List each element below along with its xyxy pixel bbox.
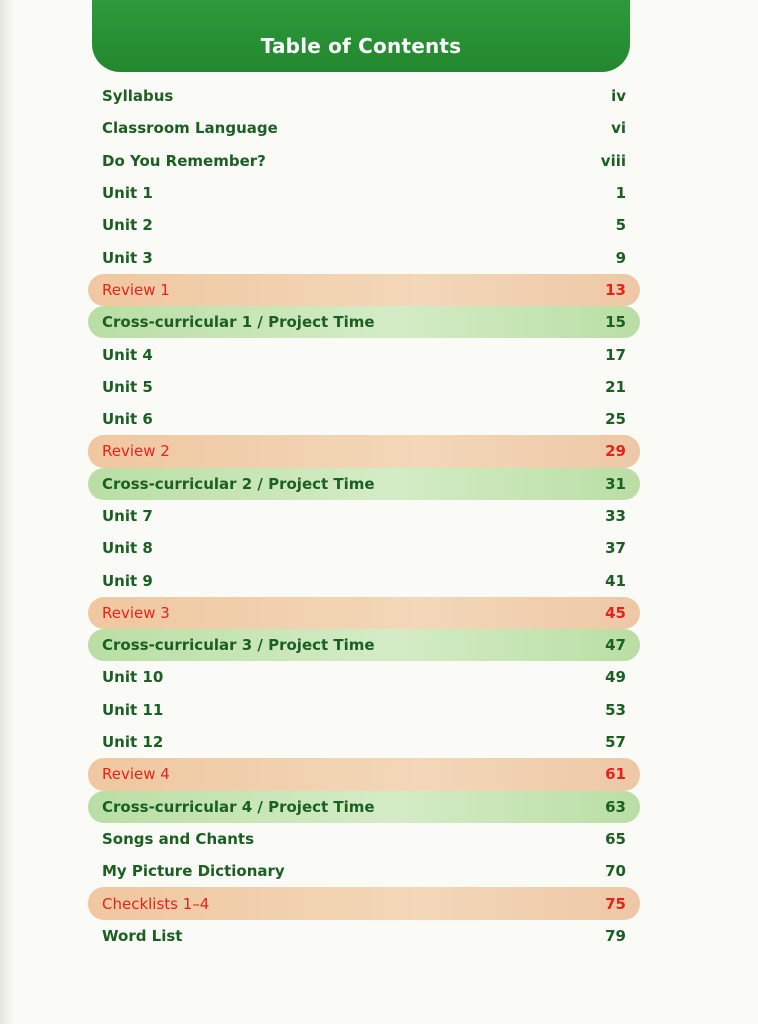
- toc-entry-label: Checklists 1–4: [102, 894, 210, 913]
- toc-entry-page-number: 1: [615, 184, 626, 203]
- toc-entry[interactable]: [88, 758, 640, 790]
- toc-entry-page-number: 21: [605, 377, 626, 396]
- toc-entry[interactable]: [88, 274, 640, 306]
- toc-entry[interactable]: [88, 661, 640, 693]
- toc-entry-page-number: 25: [605, 410, 626, 429]
- toc-entry[interactable]: [88, 855, 640, 887]
- toc-entry-label: Cross-curricular 3 / Project Time: [102, 636, 375, 655]
- toc-entry[interactable]: [88, 80, 640, 112]
- toc-entry[interactable]: [88, 694, 640, 726]
- toc-entry[interactable]: [88, 500, 640, 532]
- toc-entry[interactable]: [88, 629, 640, 661]
- toc-entry[interactable]: [88, 209, 640, 241]
- toc-entry-label: Unit 1: [102, 184, 153, 203]
- toc-entry-label: Songs and Chants: [102, 829, 255, 848]
- toc-entry-label: Classroom Language: [102, 119, 278, 138]
- toc-entry-page-number: 37: [605, 539, 626, 558]
- toc-entry-page-number: 9: [615, 248, 626, 267]
- toc-entry-page-number: 29: [605, 442, 626, 461]
- toc-entry-page-number: iv: [611, 87, 626, 106]
- toc-entry-label: Unit 8: [102, 539, 153, 558]
- toc-entry-page-number: 75: [605, 894, 626, 913]
- toc-entry-page-number: 53: [605, 700, 626, 719]
- toc-entry[interactable]: [88, 435, 640, 467]
- toc-list: [88, 80, 640, 952]
- toc-header-banner: [92, 0, 630, 72]
- toc-entry[interactable]: [88, 791, 640, 823]
- toc-entry-page-number: 70: [605, 862, 626, 881]
- page-title: Table of Contents: [260, 34, 462, 58]
- toc-entry-page-number: 41: [605, 571, 626, 590]
- toc-entry-label: Unit 12: [102, 733, 164, 752]
- toc-entry-label: Cross-curricular 1 / Project Time: [102, 313, 375, 332]
- toc-entry[interactable]: [88, 403, 640, 435]
- toc-entry-label: Review 4: [102, 765, 170, 784]
- toc-entry-page-number: 13: [605, 280, 626, 299]
- toc-entry-label: Review 3: [102, 603, 170, 622]
- toc-entry-label: Cross-curricular 2 / Project Time: [102, 474, 375, 493]
- toc-entry[interactable]: [88, 306, 640, 338]
- toc-entry-page-number: 45: [605, 603, 626, 622]
- toc-entry[interactable]: [88, 338, 640, 370]
- toc-entry[interactable]: [88, 112, 640, 144]
- toc-entry[interactable]: [88, 241, 640, 273]
- toc-entry[interactable]: [88, 177, 640, 209]
- toc-entry[interactable]: [88, 920, 640, 952]
- toc-entry-label: Do You Remember?: [102, 151, 266, 170]
- toc-entry-label: Review 1: [102, 280, 170, 299]
- toc-entry-page-number: 65: [605, 829, 626, 848]
- toc-entry-page-number: 5: [615, 216, 626, 235]
- toc-entry-label: My Picture Dictionary: [102, 862, 285, 881]
- toc-entry-page-number: 31: [605, 474, 626, 493]
- toc-entry[interactable]: [88, 532, 640, 564]
- toc-entry-label: Unit 5: [102, 377, 153, 396]
- toc-entry-page-number: 49: [605, 668, 626, 687]
- page-edge-shadow: [0, 0, 14, 1024]
- toc-entry-label: Unit 11: [102, 700, 164, 719]
- toc-entry[interactable]: [88, 468, 640, 500]
- toc-entry-label: Unit 6: [102, 410, 153, 429]
- toc-entry[interactable]: [88, 823, 640, 855]
- toc-entry-page-number: 33: [605, 507, 626, 525]
- toc-entry[interactable]: [88, 726, 640, 758]
- toc-entry-page-number: 63: [605, 797, 626, 816]
- toc-entry-page-number: 57: [605, 733, 626, 752]
- toc-entry[interactable]: [88, 597, 640, 629]
- toc-entry[interactable]: [88, 887, 640, 919]
- toc-entry-page-number: vi: [611, 119, 626, 138]
- toc-entry-label: Unit 2: [102, 216, 153, 235]
- toc-entry-page-number: 61: [605, 765, 626, 784]
- toc-entry-page-number: viii: [600, 151, 626, 170]
- toc-entry-page-number: 47: [605, 636, 626, 655]
- toc-entry-label: Unit 10: [102, 668, 164, 687]
- toc-entry-label: Unit 9: [102, 571, 153, 590]
- toc-entry-page-number: 79: [605, 926, 626, 945]
- toc-entry-page-number: 17: [605, 345, 626, 364]
- toc-entry-label: Cross-curricular 4 / Project Time: [102, 797, 375, 816]
- toc-entry-label: Syllabus: [102, 87, 174, 106]
- toc-entry-label: Unit 4: [102, 345, 153, 364]
- toc-entry-label: Unit 3: [102, 248, 153, 267]
- toc-entry-label: Word List: [102, 926, 183, 945]
- toc-entry-label: Review 2: [102, 442, 170, 461]
- toc-entry[interactable]: [88, 145, 640, 177]
- toc-entry[interactable]: [88, 371, 640, 403]
- toc-entry[interactable]: [88, 564, 640, 596]
- toc-entry-page-number: 15: [605, 313, 626, 332]
- toc-entry-label: Unit 7: [102, 507, 153, 525]
